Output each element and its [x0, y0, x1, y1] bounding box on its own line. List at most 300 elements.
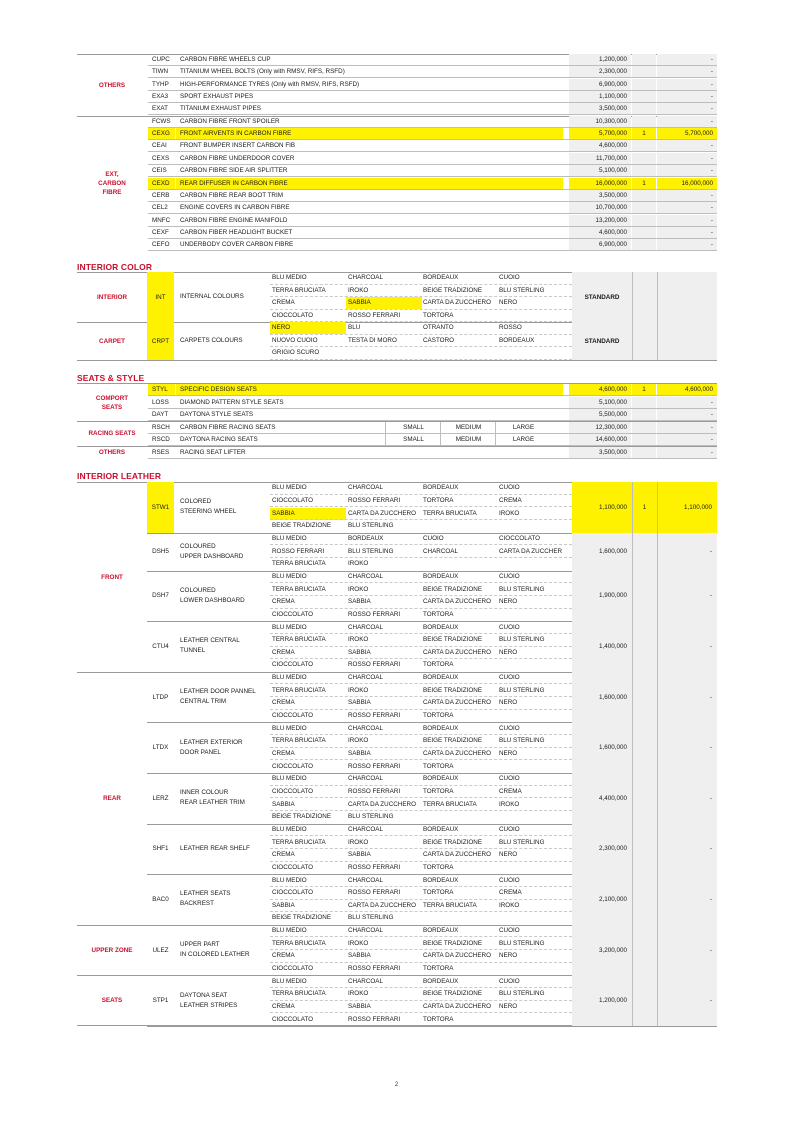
- color-option: NERO: [499, 1003, 518, 1011]
- color-option: BORDEAUX: [423, 977, 459, 985]
- color-option: ROSSO FERRARI: [348, 712, 401, 720]
- option-total: -: [657, 621, 717, 672]
- option-code: DSH7: [152, 592, 169, 600]
- color-option: CHARCOAL: [348, 775, 383, 783]
- option-code: CEXF: [152, 228, 169, 236]
- option-description: SPECIFIC DESIGN SEATS: [176, 384, 563, 396]
- color-option: BLU: [348, 324, 361, 331]
- color-option: CHARCOAL: [348, 927, 383, 935]
- option-description: CARBON FIBRE RACING SEATS: [180, 423, 276, 431]
- option-description: [175, 672, 270, 723]
- option-price: 11,700,000: [569, 153, 631, 165]
- option-total: -: [657, 116, 717, 128]
- color-option: TERRA BRUCIATA: [272, 737, 326, 745]
- table-row: [77, 140, 717, 152]
- seat-size-option: SMALL: [385, 422, 441, 434]
- option-description-line: DAYTONA SEAT: [180, 991, 228, 999]
- table-row: [77, 239, 717, 251]
- color-option: ROSSO: [499, 324, 522, 331]
- color-option: BLU MEDIO: [272, 534, 307, 542]
- color-option: BORDEAUX: [423, 572, 459, 580]
- color-option: BORDEAUX: [423, 274, 459, 281]
- color-option: TERRA BRUCIATA: [272, 560, 326, 568]
- color-option: [497, 912, 572, 924]
- color-option: TORTORA: [423, 787, 454, 795]
- option-description: ENGINE COVERS IN CARBON FIBRE: [180, 204, 290, 212]
- color-option: CREMA: [272, 851, 295, 859]
- color-option: BLU STERLING: [499, 585, 545, 593]
- option-total: -: [657, 103, 717, 115]
- option-quantity: [632, 571, 657, 622]
- table-row: [77, 116, 717, 128]
- color-option: CUOIO: [499, 274, 520, 281]
- group-label: OTHERS: [98, 81, 126, 89]
- option-code: STP1: [152, 997, 169, 1005]
- color-option: CREMA: [499, 787, 522, 795]
- option-description: [175, 824, 270, 875]
- option-description-line: LEATHER DOOR PANNEL: [180, 688, 256, 696]
- table-row: [77, 227, 717, 239]
- column-separator: [657, 571, 658, 622]
- color-option: ROSSO FERRARI: [348, 661, 401, 669]
- column-separator: [657, 925, 658, 976]
- column-separator: [657, 722, 658, 773]
- option-total: -: [657, 824, 717, 875]
- color-option: CARTA DA ZUCCHERO: [348, 901, 416, 909]
- option-quantity: 1: [632, 178, 656, 190]
- color-option: BLU STERLING: [499, 939, 545, 947]
- column-separator: [657, 322, 658, 360]
- option-code: CEAI: [152, 142, 167, 150]
- color-option: SABBIA: [348, 648, 371, 656]
- color-option: OTRANTO: [423, 324, 454, 331]
- table-row: [77, 66, 717, 78]
- group-label: CARPET: [99, 337, 125, 345]
- option-total: 1,100,000: [657, 482, 717, 533]
- color-option: BEIGE TRADIZIONE: [423, 585, 483, 593]
- color-option: TORTORA: [423, 965, 454, 973]
- option-description-line: DOOR PANEL: [180, 748, 221, 756]
- option-description: CARBON FIBRE FRONT SPOILER: [180, 117, 280, 125]
- group-label: COMPORT SEATS: [95, 394, 129, 411]
- option-code: STW1: [147, 482, 174, 533]
- color-option: CIOCCOLATO: [272, 863, 314, 871]
- color-option: CUOIO: [423, 534, 444, 542]
- color-option: BLU MEDIO: [272, 724, 307, 732]
- color-option: TERRA BRUCIATA: [272, 686, 326, 694]
- color-option: TORTORA: [423, 311, 454, 319]
- column-separator: [657, 975, 658, 1026]
- color-option: BLU STERLING: [499, 838, 545, 846]
- color-option: NERO: [499, 299, 518, 306]
- option-description: CARPETS COLOURS: [180, 337, 243, 344]
- option-price: 5,500,000: [569, 409, 631, 421]
- color-option: [421, 520, 497, 532]
- color-option: CREMA: [272, 299, 295, 306]
- color-option: [497, 963, 572, 975]
- option-description-line: UPPER DASHBOARD: [180, 552, 244, 560]
- column-separator: [657, 533, 658, 571]
- column-separator: [657, 621, 658, 672]
- color-option: SABBIA: [348, 1003, 371, 1011]
- column-separator: [632, 925, 633, 976]
- column-separator: [657, 272, 658, 322]
- option-price: 12,300,000: [569, 422, 631, 434]
- seat-size-option: LARGE: [495, 434, 551, 446]
- option-total: -: [657, 773, 717, 824]
- option-code: EXAT: [152, 105, 168, 113]
- option-price: 1,100,000: [569, 91, 631, 103]
- table-row: [77, 202, 717, 214]
- option-total: -: [657, 571, 717, 622]
- option-price: 1,100,000: [572, 482, 632, 533]
- option-price: 3,500,000: [569, 447, 631, 459]
- option-total: -: [657, 874, 717, 925]
- section-title-seats-style: SEATS & STYLE: [77, 373, 145, 383]
- color-option: [497, 811, 572, 823]
- color-option: [497, 520, 572, 532]
- table-row: [77, 79, 717, 91]
- option-price: 3,500,000: [569, 103, 631, 115]
- color-option: [421, 912, 497, 924]
- option-price: 5,700,000: [569, 128, 631, 140]
- color-option: IROKO: [499, 509, 520, 517]
- color-option: IROKO: [348, 838, 369, 846]
- color-option: BLU MEDIO: [272, 825, 307, 833]
- color-option: BEIGE TRADIZIONE: [423, 990, 483, 998]
- color-option: CUOIO: [499, 825, 520, 833]
- color-option: TORTORA: [423, 1015, 454, 1023]
- option-quantity: [632, 621, 657, 672]
- option-quantity: 1: [632, 482, 657, 533]
- group-label: REAR: [103, 795, 121, 802]
- option-code: BAC0: [152, 895, 169, 903]
- option-price: 2,300,000: [572, 824, 632, 875]
- color-option: CIOCCOLATO: [272, 965, 314, 973]
- color-option: CIOCCOLATO: [499, 534, 541, 542]
- color-option: IROKO: [348, 990, 369, 998]
- color-option: CREMA: [499, 889, 522, 897]
- table-row: [77, 215, 717, 227]
- color-option: BORDEAUX: [423, 927, 459, 935]
- color-option: [497, 609, 572, 621]
- color-option: BORDEAUX: [348, 534, 384, 542]
- group-label: INTERIOR: [96, 293, 128, 301]
- color-option: CHARCOAL: [348, 623, 383, 631]
- color-option: [497, 862, 572, 874]
- option-total: -: [657, 239, 717, 251]
- option-price: 2,100,000: [572, 874, 632, 925]
- color-option: CUOIO: [499, 876, 520, 884]
- color-option: BLU STERLING: [499, 286, 545, 294]
- color-option: NERO: [270, 322, 346, 334]
- option-code: LOSS: [152, 398, 169, 406]
- option-code: SHF1: [152, 845, 169, 853]
- color-option: CHARCOAL: [348, 484, 383, 492]
- color-option: TERRA BRUCIATA: [272, 838, 326, 846]
- option-code: FCWS: [152, 117, 171, 125]
- option-code: ULEZ: [152, 946, 169, 954]
- option-quantity: [632, 925, 657, 976]
- color-option: BORDEAUX: [423, 825, 459, 833]
- option-price: 6,900,000: [569, 79, 631, 91]
- option-total: -: [657, 722, 717, 773]
- color-option: CARTA DA ZUCCHERO: [423, 851, 491, 859]
- color-option: SABBIA: [270, 508, 346, 520]
- color-option: BLU STERLING: [348, 547, 394, 555]
- block-divider: [77, 360, 717, 361]
- color-option: BEIGE TRADIZIONE: [423, 737, 483, 745]
- color-option: BLU MEDIO: [272, 876, 307, 884]
- option-total: -: [657, 215, 717, 227]
- color-option: NERO: [499, 699, 518, 707]
- option-price: 16,000,000: [569, 178, 631, 190]
- option-total: -: [657, 165, 717, 177]
- color-option: TERRA BRUCIATA: [272, 636, 326, 644]
- color-option: BEIGE TRADIZIONE: [423, 838, 483, 846]
- seat-size-option: LARGE: [495, 422, 551, 434]
- color-option: BLU STERLING: [499, 636, 545, 644]
- color-option: TORTORA: [423, 496, 454, 504]
- column-separator: [632, 773, 633, 824]
- color-option: SABBIA: [348, 750, 371, 758]
- option-code: CEXS: [152, 154, 170, 162]
- option-price: 4,600,000: [569, 140, 631, 152]
- section-title-interior-leather: INTERIOR LEATHER: [77, 471, 162, 481]
- option-description: [175, 571, 270, 622]
- option-price: 5,100,000: [569, 165, 631, 177]
- color-option: CREMA: [272, 952, 295, 960]
- option-description-line: LEATHER CENTRAL: [180, 637, 240, 645]
- color-option: BLU STERLING: [348, 813, 394, 821]
- color-option: CHARCOAL: [348, 674, 383, 682]
- color-option: CIOCCOLATO: [272, 610, 314, 618]
- table-row: [77, 54, 717, 66]
- group-label: RACING SEATS: [88, 430, 136, 437]
- table-row: [77, 384, 717, 396]
- column-separator: [632, 672, 633, 723]
- option-total: -: [657, 397, 717, 409]
- color-option: CHARCOAL: [348, 274, 383, 281]
- table-row: [77, 91, 717, 103]
- option-code: LERZ: [152, 794, 169, 802]
- option-description: [175, 621, 270, 672]
- option-total: 4,600,000: [657, 384, 717, 396]
- option-description-line: LEATHER REAR SHELF: [180, 844, 250, 852]
- option-code: CEL2: [152, 204, 168, 212]
- color-option: BORDEAUX: [499, 336, 535, 344]
- table-row: [77, 190, 717, 202]
- option-price: 3,200,000: [572, 925, 632, 976]
- color-option: TESTA DI MORO: [348, 336, 397, 344]
- option-quantity: [632, 824, 657, 875]
- color-option: BLU STERLING: [499, 737, 545, 745]
- option-code: CUPC: [152, 56, 170, 63]
- standard-label: STANDARD: [572, 322, 632, 360]
- color-option: SABBIA: [348, 952, 371, 960]
- option-description: [175, 773, 270, 824]
- color-option: TERRA BRUCIATA: [423, 509, 477, 517]
- color-option: CARTA DA ZUCCHERO: [348, 800, 416, 808]
- color-option: CUOIO: [499, 674, 520, 682]
- option-code: CEXD: [148, 178, 175, 190]
- price-column-fill: [657, 322, 717, 360]
- table-row: [77, 128, 717, 140]
- color-option: SABBIA: [272, 901, 295, 909]
- color-option: IROKO: [348, 560, 369, 568]
- price-column-fill: [657, 272, 717, 322]
- color-option: CUOIO: [499, 484, 520, 492]
- color-option: BORDEAUX: [423, 484, 459, 492]
- option-description: HIGH-PERFORMANCE TYRES (Only with RMSV, RIFS, RSFD): [180, 80, 360, 88]
- option-description: [175, 874, 270, 925]
- color-option: ROSSO FERRARI: [348, 787, 401, 795]
- color-option: BEIGE TRADIZIONE: [423, 286, 483, 294]
- color-option: NERO: [499, 952, 518, 960]
- color-option: IROKO: [499, 901, 520, 909]
- option-code: STYL: [148, 384, 175, 396]
- color-option: CIOCCOLATO: [272, 712, 314, 720]
- color-option: CIOCCOLATO: [272, 311, 314, 319]
- color-option: TORTORA: [423, 863, 454, 871]
- option-description: [175, 722, 270, 773]
- color-option: CIOCCOLATO: [272, 1015, 314, 1023]
- column-separator: [632, 874, 633, 925]
- color-option: [497, 347, 572, 359]
- color-option: BLU MEDIO: [272, 775, 307, 783]
- color-option: IROKO: [348, 939, 369, 947]
- option-description-line: COLORED: [180, 498, 212, 506]
- color-option: BLU MEDIO: [272, 977, 307, 985]
- option-description: CARBON FIBRE WHEELS CUP: [180, 56, 271, 63]
- color-option: CREMA: [499, 496, 522, 504]
- option-description: [175, 482, 270, 533]
- color-option: SABBIA: [348, 699, 371, 707]
- color-option: BORDEAUX: [423, 623, 459, 631]
- color-option: CIOCCOLATO: [272, 787, 314, 795]
- option-quantity: [632, 672, 657, 723]
- color-option: BLU MEDIO: [272, 572, 307, 580]
- color-option: TERRA BRUCIATA: [272, 990, 326, 998]
- color-option: CHARCOAL: [423, 547, 458, 555]
- option-description: CARBON FIBRE UNDERDOOR COVER: [180, 154, 295, 162]
- option-total: 5,700,000: [657, 128, 717, 140]
- color-option: ROSSO FERRARI: [348, 496, 401, 504]
- color-option: CHARCOAL: [348, 724, 383, 732]
- option-description: TITANIUM WHEEL BOLTS (Only with RMSV, RIFS, RSFD): [180, 68, 345, 76]
- color-option: CREMA: [272, 750, 295, 758]
- section-title-interior-color: INTERIOR COLOR: [77, 262, 153, 272]
- option-description: [175, 975, 270, 1026]
- color-option: CIOCCOLATO: [272, 889, 314, 897]
- option-description-line: IN COLORED LEATHER: [180, 951, 250, 959]
- option-total: -: [657, 153, 717, 165]
- option-description: [175, 533, 270, 571]
- color-option: BLU MEDIO: [272, 484, 307, 492]
- group-label: EXT, CARBON FIBRE: [98, 170, 126, 196]
- seat-size-option: MEDIUM: [440, 422, 496, 434]
- color-option: BEIGE TRADIZIONE: [272, 813, 332, 821]
- color-option: CASTORO: [423, 336, 455, 344]
- color-option: BLU STERLING: [499, 990, 545, 998]
- option-description-line: CENTRAL TRIM: [180, 698, 227, 706]
- option-price: 1,200,000: [572, 975, 632, 1026]
- option-code: EXA3: [152, 93, 169, 101]
- column-separator: [657, 824, 658, 875]
- option-quantity: [632, 722, 657, 773]
- option-price: 1,200,000: [569, 54, 631, 66]
- color-option: ROSSO FERRARI: [348, 965, 401, 973]
- color-option: TORTORA: [423, 610, 454, 618]
- option-quantity: [632, 533, 657, 571]
- option-description-line: TUNNEL: [180, 647, 206, 655]
- column-separator: [632, 322, 633, 360]
- option-description-line: LEATHER SEATS: [180, 890, 231, 898]
- option-price: 4,400,000: [572, 773, 632, 824]
- option-code: CEXG: [148, 128, 175, 140]
- option-price: 6,900,000: [569, 239, 631, 251]
- option-code: CEIS: [152, 167, 167, 175]
- option-description-line: COLOURED: [180, 542, 216, 550]
- color-option: BLU MEDIO: [272, 274, 307, 281]
- color-option: SABBIA: [272, 800, 295, 808]
- group-label: FRONT: [101, 573, 123, 581]
- color-option: CREMA: [272, 598, 295, 606]
- color-option: BORDEAUX: [423, 724, 459, 732]
- color-option: IROKO: [348, 585, 369, 593]
- option-price: 3,500,000: [569, 190, 631, 202]
- option-description-line: REAR LEATHER TRIM: [180, 799, 245, 807]
- color-option: [421, 347, 497, 359]
- color-option: TERRA BRUCIATA: [272, 585, 326, 593]
- color-option: TERRA BRUCIATA: [272, 939, 326, 947]
- group-label: UPPER ZONE: [91, 946, 133, 954]
- column-separator: [632, 722, 633, 773]
- option-price: 1,600,000: [572, 533, 632, 571]
- color-option: CARTA DA ZUCCHERO: [348, 509, 416, 517]
- color-option: CARTA DA ZUCCHERO: [423, 1003, 491, 1011]
- color-option: IROKO: [348, 686, 369, 694]
- group-label: SEATS: [101, 996, 123, 1004]
- group-label: OTHERS: [98, 449, 126, 456]
- option-description-line: LEATHER EXTERIOR: [180, 738, 243, 746]
- column-separator: [632, 272, 633, 322]
- color-option: IROKO: [499, 800, 520, 808]
- color-option: [497, 710, 572, 722]
- column-separator: [657, 482, 658, 533]
- option-description-line: INNER COLOUR: [180, 789, 229, 797]
- color-option: NERO: [499, 851, 518, 859]
- table-row: [77, 422, 717, 434]
- column-separator: [657, 773, 658, 824]
- column-separator: [632, 824, 633, 875]
- option-code: CEFO: [152, 241, 170, 249]
- option-description: INTERNAL COLOURS: [180, 293, 244, 300]
- option-description: CARBON FIBRE ENGINE MANIFOLD: [180, 216, 288, 224]
- option-description: FRONT AIRVENTS IN CARBON FIBRE: [176, 128, 563, 140]
- option-description: DIAMOND PATTERN STYLE SEATS: [180, 398, 284, 406]
- option-code: RSCD: [152, 436, 170, 444]
- option-description: [175, 925, 270, 976]
- option-code: RSES: [152, 449, 170, 456]
- color-option: CIOCCOLATO: [272, 762, 314, 770]
- option-code: TIWN: [152, 68, 169, 76]
- page-number: 2: [394, 1082, 399, 1088]
- color-option: CUOIO: [499, 977, 520, 985]
- color-option: BLU MEDIO: [272, 674, 307, 682]
- price-column-fill: [632, 322, 657, 360]
- option-description: DAYTONA RACING SEATS: [180, 436, 258, 444]
